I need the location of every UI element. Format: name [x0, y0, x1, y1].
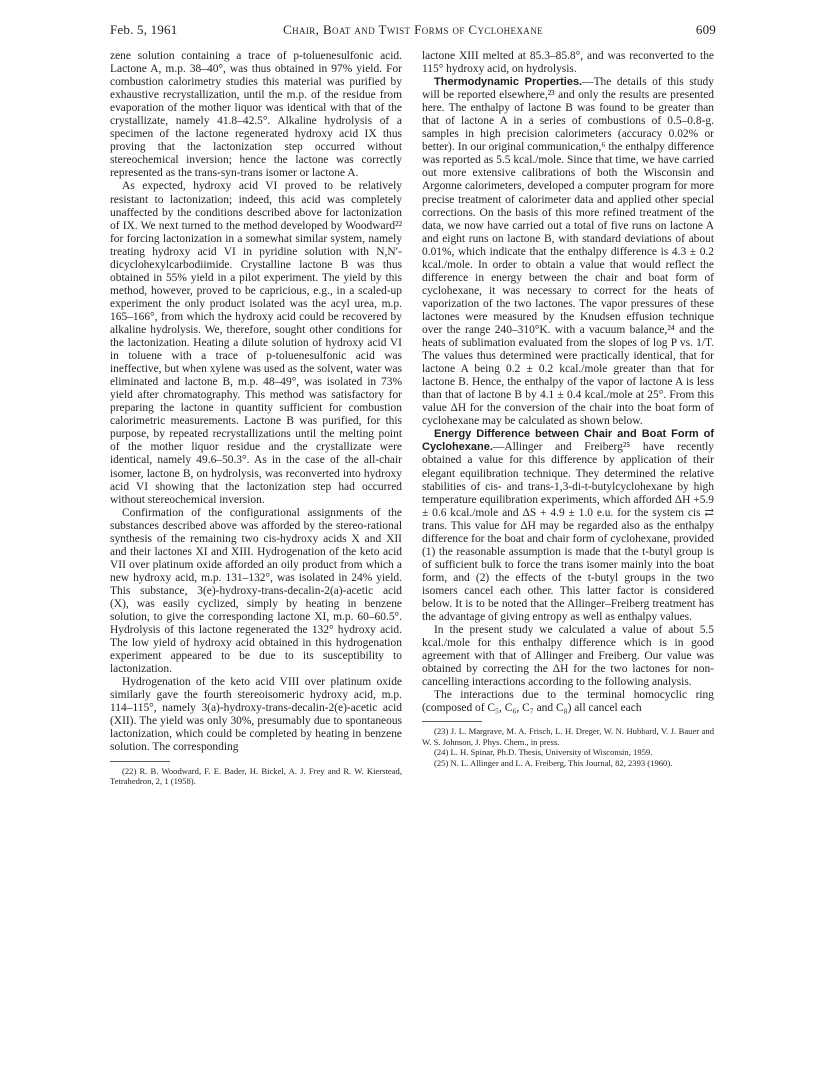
footnote-divider	[110, 761, 170, 762]
paragraph: Confirmation of the configurational assignments of the substances described above was afforded by the stereo-rational synthesis of the remaining two cis-hydroxy acids X and XII and their lactones XI and XIII. Hydrogenation of the keto acid VII over platinum oxide afforded an oily product from which a new hydroxy acid, m.p. 131–132°, was isolated in 24% yield. This substance, 3(e)-hydroxy-trans-decalin-2(a)-acetic acid (X), was easily cyclized, simply by heating in benzene solution, to give the corresponding lactone XI, m.p. 60–60.5°. Hydrolysis of this lactone regenerated the 132° hydroxy acid. The low yield of hydroxy acid obtained in this hydrogenation experiment appeared to be due to its susceptibility to lactonization.	[110, 506, 402, 676]
right-column	[422, 50, 714, 768]
paragraph: The interactions due to the terminal homocyclic ring (composed of C₅, C₆, C₇ and C₈) all cancel each	[422, 689, 714, 715]
header-title: Chair, Boat and Twist Forms of Cyclohexane	[283, 22, 543, 37]
footnote: (25) N. L. Allinger and L. A. Freiberg, This Journal, 82, 2393 (1960).	[434, 757, 673, 768]
running-header	[110, 22, 716, 40]
header-date: Feb. 5, 1961	[110, 22, 178, 37]
paragraph: Hydrogenation of the keto acid VIII over platinum oxide similarly gave the fourth stereoisomeric hydroxy acid, m.p. 114–115°, namely 3(a)-hydroxy-trans-decalin-2(e)-acetic acid (XII). The yield was only 30%, presumably due to spontaneous lactonization, which could be completed by heating in benzene solution. The corresponding	[110, 676, 402, 754]
footnote: (23) J. L. Margrave, M. A. Frisch, L. H. Dreger, W. N. Hubbard, V. J. Bauer and W. S. Johnson, J. Phys. Chem., in press.	[422, 726, 714, 747]
paragraph: lactone XIII melted at 85.3–85.8°, and was reconverted to the 115° hydroxy acid, on hydrolysis.	[422, 50, 714, 76]
footnote: (24) L. H. Spinar, Ph.D. Thesis, University of Wisconsin, 1959.	[434, 747, 653, 758]
section-text: —Allinger and Freiberg²⁵ have recently obtained a value for this difference by application of their elegant equilibration technique. They determined the relative stabilities of cis- and trans-1,3-di-t-butylcyclohexane by high temperature equilibration experiments, which afforded ΔH +5.9 ± 0.6 kcal./mole and ΔS + 4.9 ± 1.0 e.u. for the system cis ⇄ trans. This value for ΔH may be regarded also as the enthalpy difference for the boat and chair form of cyclohexane, provided (1) the reasonable assumption is made that the t-butyl group is of sufficient bulk to force the trans isomer mainly into the boat form, and (2) the effects of the t-butyl groups in the two isomers cancel each other. This latter factor is considered below. It is to be noted that the Allinger–Freiberg treatment has the advantage of giving entropy as well as enthalpy values.	[422, 441, 714, 624]
section-paragraph	[422, 76, 714, 428]
footnote-divider	[422, 721, 482, 722]
left-column	[110, 50, 402, 786]
paragraph: As expected, hydroxy acid VI proved to be relatively resistant to lactonization; indeed, this acid was completely unaffected by the conditions described above for lactonization of IX. We next turned to the method developed by Woodward²² for forcing lactonization in a somewhat similar system, namely treating hydroxy acid VI in pyridine solution with N,N′-dicyclohexylcarbodiimide. Crystalline lactone B was thus obtained in 55% yield in a pilot experiment. The yield by this method, however, proved to be capricious, e.g., in a scaled-up experiment the only product isolated was the acyl urea, m.p. 165–166°, from which the hydroxy acid could be recovered by alkaline hydrolysis. We, therefore, sought other conditions for the lactonization. Heating a dilute solution of hydroxy acid VI in toluene with a trace of p-toluenesulfonic acid was ineffective, but when xylene was used as the solvent, water was eliminated and lactone B, m.p. 48–49°, was isolated in 73% yield after chromatography. This method was satisfactory for preparing the lactone in quantity sufficient for combustion calorimetric measurements. Lactone B was purified, for this purpose, by repeated recrystallizations until the melting point of the mother liquor residue and the crystallizate were identical, namely 49.6–50.3°. As in the case of the all-chair isomer, lactone B, on hydrolysis, was reconverted into hydroxy acid VI showing that the lactonization step had occurred without stereochemical inversion.	[110, 180, 402, 506]
paragraph: In the present study we calculated a value of about 5.5 kcal./mole for this enthalpy difference which is in good agreement with that of Allinger and Freiberg. Our value was obtained by correcting the ΔH for the two lactones for non-cancelling interactions according to the following analysis.	[422, 624, 714, 689]
section-paragraph	[422, 428, 714, 624]
page-number: 609	[695, 22, 716, 37]
paragraph: zene solution containing a trace of p-toluenesulfonic acid. Lactone A, m.p. 38–40°, was thus obtained in 97% yield. For combustion calorimetry studies this material was purified by exhaustive recrystallization, until the m.p. of the residue from evaporation of the mother liquor was identical with that of the crystallizate, namely 41.8–42.5°. Alkaline hydrolysis of a specimen of the lactone regenerated hydroxy acid IX thus proving that the lactonization step occurred without stereochemical inversion; hence the lactone was correctly represented as the trans-syn-trans isomer or lactone A.	[110, 50, 402, 180]
section-heading: Thermodynamic Properties.	[434, 76, 583, 89]
footnote: (22) R. B. Woodward, F. E. Bader, H. Bickel, A. J. Frey and R. W. Kierstead, Tetrahedron, 2, 1 (1958).	[110, 765, 402, 786]
section-heading: Energy Difference between Chair and Boat Form of Cyclohexane.	[422, 428, 714, 454]
section-text: —The details of this study will be reported elsewhere,²³ and only the results are presented here. The enthalpy of lactone B was found to be greater than that of lactone A in a series of combustions of 0.5–0.8-g. samples in high precision calorimeters (accuracy 0.02% or better). In our original communication,⁶ the enthalpy difference was reported as 5.5 kcal./mole. Since that time, we have carried out more extensive calibrations of both the Wisconsin and Argonne calorimeters, developed a computer program for more precise treatment of calorimeter data and applied other special corrections. On the basis of this more refined treatment of the data, we now have carried out a total of five runs on lactone A and eight runs on lactone B, with standard deviations of about 0.01%, which indicate that the enthalpy difference is 4.3 ± 0.2 kcal./mole. In order to obtain a value that would reflect the difference in energy between the chair and boat form of cyclohexane, it was necessary to correct for the heats of vaporization of the two lactones. The vapor pressures of these lactones were measured by the Knudsen effusion technique over the range 240–310°K. with a vacuum balance,²⁴ and the heats of sublimation evaluated from the slopes of log P vs. 1/T. The values thus determined were practically identical, that for lactone A being 0.2 ± 0.2 kcal./mole greater than that for lactone B. Hence, the enthalpy of the vapor of lactone A is less than that of lactone B by 4.1 ± 0.4 kcal./mole at 25°. From this value ΔH for the conversion of the chair into the boat form of cyclohexane may be calculated as shown below.	[422, 76, 714, 428]
